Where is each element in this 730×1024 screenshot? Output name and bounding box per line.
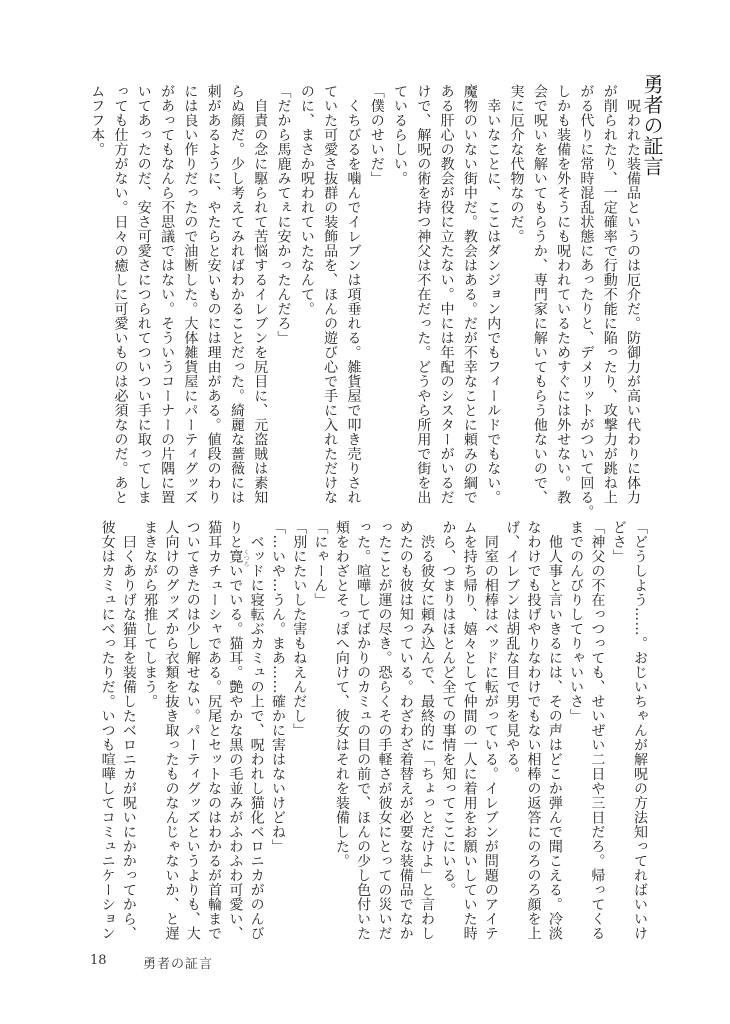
text-column: 猫耳カチューシャである。尻尾とセットなのはわかるが首輪まで [206,520,223,941]
text-column: 「どうしよう……。おじいちゃんが解呪の方法知ってればいいけ [632,520,648,941]
text-column: けで、解呪の術を持つ神父は不在だった。どうやら所用で街を出 [415,84,432,505]
text-column: があってもなんら不思議ではない。そういうコーナーの片隅に置 [159,84,176,505]
text-column: ある肝心の教会が役に立たない。中には年配のシスターがいるだ [438,84,455,505]
text-column: めたのも彼は知っている。わざわざ着替えが必要な装備品でなか [397,520,414,941]
ruby-annotation: くつろ [242,549,249,567]
text-column: 渋る彼女に頼み込んで、最終的に「ちょっとだけよ」と言わし [419,520,436,941]
text-column: ていた可愛さ抜群の装飾品を、ほんの遊び心で手に入れただけな [322,84,339,505]
text-column: のに、まさか呪われていたなんて。 [298,84,315,316]
text-column: ムを持ち帰り、嬉々として仲間の一人に着用をお願いしていた時 [461,520,478,941]
text-column: 「僕のせいだ」 [368,84,385,186]
bottom-text-block [96,520,650,940]
text-column: 「別にたいした害もねえんだし」 [291,520,308,738]
text-column: 魔物のいない街中だ。教会はある。だが不幸なことに頼みの綱で [461,84,478,505]
text-column: 「にゃーん」 [312,520,329,607]
text-column: がる代りに常時混乱状態にあったりと、デメリットがついて回る。 [578,84,595,519]
text-column: 他人事と言いきるには、その声はどこか弾んで聞こえる。冷淡 [546,520,563,941]
text-column: 曰くありげな猫耳を装備したベロニカが呪いにかかってから、 [120,520,137,941]
text-column: ベッドに寝転ぶカミュの上で、呪われし猫化ベロニカがのんび [248,520,265,941]
text-column: 呪われた装備品というのは厄介だ。防御力が高い代わりに体力 [625,84,641,505]
text-column: が削られたり、一定確率で行動不能に陥ったり、攻撃力が跳ね上 [601,84,618,505]
text-column: どさ」 [610,520,627,564]
text-column: までのんびりしてりゃいいさ」 [568,520,585,723]
text-column: 幸いなことに、ここはダンジョン内でもフィールドでもない。 [485,84,502,505]
page-number: 18 [90,953,107,968]
text-column: くちびるを噛んでイレブンは項垂れる。雑貨屋で叩き売りされ [345,84,362,505]
text-column: 「だから馬鹿みてぇに安かったんだろ」 [275,84,292,345]
text-column: いてあったのだ、安さ可愛さにつられてついつい手に取ってしま [135,84,152,505]
text-column: しかも装備を外そうにも呪われているためすぐには外せない。教 [555,84,572,505]
text-column: まきながら邪推してしまう。 [142,520,159,709]
running-title: 勇者の証言 [143,957,214,972]
text-column: 実に厄介な代物なのだ。 [508,84,525,244]
text-column: ついてきたのは少し解せない。パーティグッズというよりも、大 [184,520,201,941]
text-column: ているらしい。 [392,84,409,186]
text-column: 頬をわざとそっぽへ向けて、彼女はそれを装備した。 [333,520,350,868]
text-column: には良い作りだったので油断した。大体雑貨屋にパーティグッズ [182,84,199,505]
chapter-title: 勇者の証言 [640,74,664,177]
text-column: なわけでも投げやりなわけでもない相棒の返答にのろのろ顔を上 [525,520,542,941]
text-column: 会で呪いを解いてもらうか、専門家に解いてもらう他ないので、 [531,84,548,505]
text-column: ムフフ本。 [89,84,106,157]
text-column: 「…いや…うん。まあ……確かに害はないけどね」 [269,520,286,854]
text-column: ったことが運の尽き。恐らくその手軽さが彼女にとっての災いだ [376,520,393,941]
text-column: 刺があるように、やたらと安いものには理由がある。値段のわり [205,84,222,505]
text-column: 彼女はカミュにべったりだ。いつも喧嘩してコミュニケーション [99,520,116,941]
text-column: 「神父の不在っつっても、せいぜい二日や三日だろ。帰ってくる [589,520,606,941]
text-column: 人向けのグッズから衣類を抜き取ったものなんじゃないか、と遅 [163,520,180,941]
text-column: 同室の相棒はベッドに転がっている。イレブンが問題のアイテ [482,520,499,941]
text-column: らぬ顔だ。少し考えてみればわかることだった。綺麗な薔薇には [228,84,245,505]
text-column: りと寛いでいる。猫耳。艶やかな黒の毛並みがふわふわ可愛い、 [227,520,244,941]
text-column: った。喧嘩してばかりのカミュの目の前で、ほんの少し色付いた [355,520,372,941]
top-text-block [85,84,644,519]
text-column: っても仕方がない。日々の癒しに可愛いものは必須なのだ。あと [112,84,129,505]
text-column: げ、イレブンは胡乱な目で男を見やる。 [504,520,521,781]
text-column: 自責の念に駆られて苦悩するイレブンを尻目に、元盗賊は素知 [252,84,269,505]
text-column: から、つまりはほとんど全ての事情を知ってここにいる。 [440,520,457,897]
